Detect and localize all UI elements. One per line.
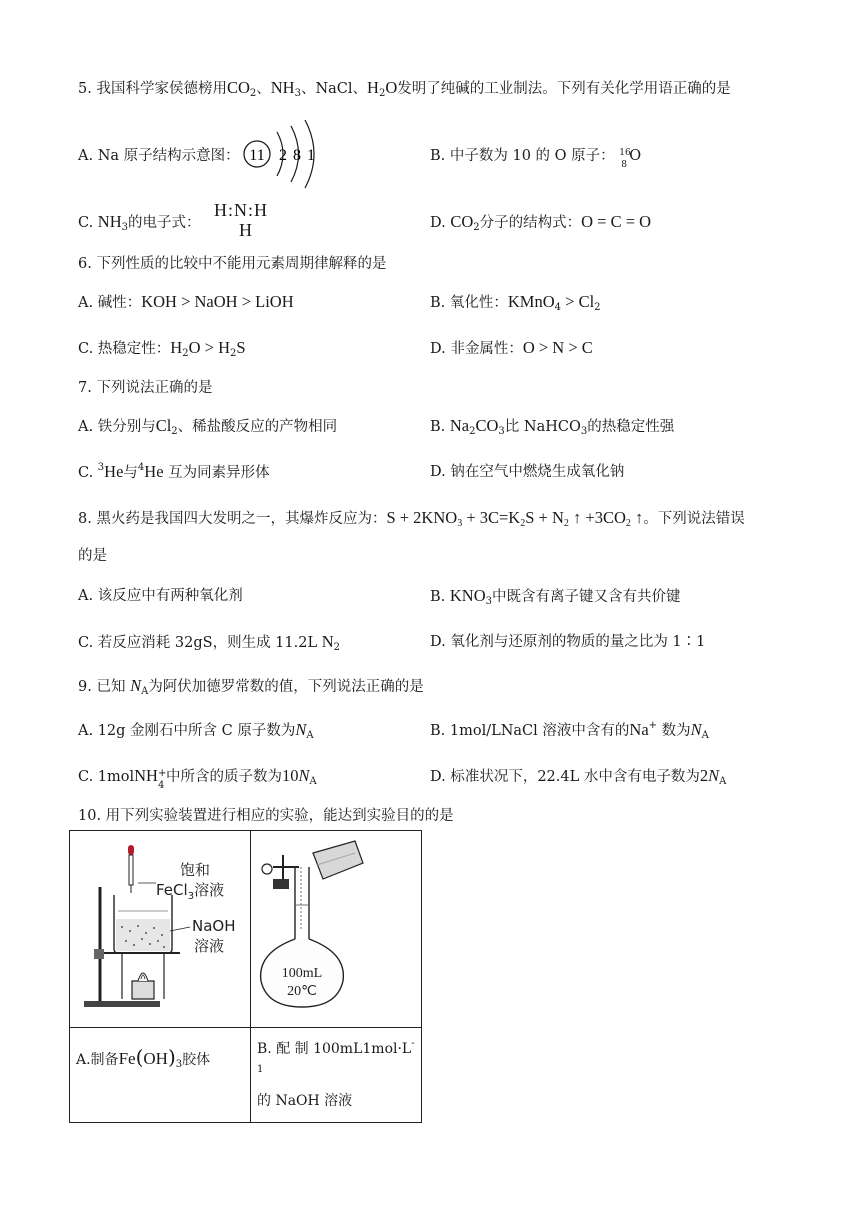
shell-electrons-3: 1 — [307, 147, 315, 164]
flask-temp-label: 20℃ — [287, 984, 317, 999]
q9-option-a: A. 12g 金刚石中所含 C 原子数为$N_A$ — [78, 720, 314, 741]
nucleus-charge: 11 — [249, 147, 265, 164]
q5-stem: 5. 我国科学家侯德榜用$CO_2$、$NH_3$、NaCl、$H_2O$发明了纯碱的工业制法。下列有关化学用语正确的是 — [78, 78, 731, 99]
q5-option-a: A. Na 原子结构示意图： — [78, 148, 240, 164]
q7-option-b: B. $Na_2CO_3$比 NaHCO$_3$的热稳定性强 — [430, 416, 675, 437]
q8-stem-line2: 的是 — [78, 548, 107, 564]
label-naoh: NaOH — [192, 917, 236, 935]
shell-electrons-1: 2 — [279, 147, 287, 164]
shell-electrons-2: 8 — [293, 147, 301, 164]
label-solution: 溶液 — [194, 937, 225, 955]
q10-stem: 10. 用下列实验装置进行相应的实验，能达到实验目的的是 — [78, 808, 454, 824]
q7-stem: 7. 下列说法正确的是 — [78, 380, 213, 396]
q7-option-d: D. 钠在空气中燃烧生成氧化钠 — [430, 464, 625, 480]
mass-number: 16 — [619, 148, 631, 158]
volumetric-flask-apparatus-figure — [251, 831, 421, 1023]
q8-option-c: C. 若反应消耗 32gS，则生成 11.2L $N_2$ — [78, 632, 340, 653]
nh3-electron-formula: H:N:H H — [214, 200, 268, 240]
apparatus-b-cell — [251, 831, 422, 1028]
caption-b: B. 配 制 $100mL1mol\cdot L^{-1}$ 的 NaOH 溶液 — [251, 1028, 422, 1123]
q10-apparatus-table — [69, 830, 422, 1123]
q5-option-b: B. 中子数为 10 的 O 原子： 16 8 O — [430, 146, 641, 166]
atomic-number: 8 — [621, 160, 627, 170]
q5-option-d: D. $CO_2$分子的结构式：O = C = O — [430, 212, 652, 233]
q8-option-d: D. 氧化剂与还原剂的物质的量之比为 1∶1 — [430, 634, 706, 650]
label-saturated: 饱和 — [180, 861, 211, 879]
blackpowder-equation: $S + 2KNO_3 + 3C=K_2S + N_2$ ↑ $+3CO_2$ ↑ — [386, 508, 644, 529]
q6-option-d: D. 非金属性：O > N > C — [430, 338, 593, 357]
q9-stem: 9. 已知 $N_A$为阿伏加德罗常数的值，下列说法正确的是 — [78, 676, 424, 697]
q9-option-d: D. 标准状况下，22.4L 水中含有电子数为$2N_A$ — [430, 766, 727, 787]
na-atom-structure-diagram — [240, 118, 330, 190]
caption-a: A.制备$Fe(OH)_3$胶体 — [70, 1028, 251, 1123]
q9-option-c: C. 1molNH + 4 中所含的质子数为$10N_A$ — [78, 766, 317, 791]
fe-oh3-colloid-apparatus-figure — [70, 831, 250, 1023]
q6-stem: 6. 下列性质的比较中不能用元素周期律解释的是 — [78, 256, 387, 272]
q8-option-a: A. 该反应中有两种氧化剂 — [78, 588, 243, 604]
q5-option-c: C. $NH_3$的电子式： — [78, 212, 201, 233]
q6-option-a: A. 碱性：KOH > NaOH > LiOH — [78, 292, 294, 311]
q7-option-c: C. $^3$He与$^4$He 互为同素异形体 — [78, 462, 270, 481]
q6-option-c: C. 热稳定性：$H_2O > H_2S$ — [78, 338, 246, 359]
flask-volume-label: 100mL — [281, 966, 323, 981]
q7-option-a: A. 铁分别与$Cl_2$、稀盐酸反应的产物相同 — [78, 416, 338, 437]
q9-option-b: B. 1mol/LNaCl 溶液中含有的Na+ 数为$N_A$ — [430, 720, 709, 741]
label-fecl3: FeCl$_3$溶液 — [156, 881, 225, 902]
q8-stem: 8. 黑火药是我国四大发明之一，其爆炸反应为：$S + 2KNO_3 + 3C=K_2S + N_2$ ↑ $+3CO_2$ ↑。下列说法错误 — [78, 508, 745, 529]
apparatus-a-cell — [70, 831, 251, 1028]
q6-option-b: B. 氧化性：KMnO$_4$ > $Cl_2$ — [430, 292, 601, 313]
q8-option-b: B. $KNO_3$中既含有离子键又含有共价键 — [430, 586, 681, 607]
